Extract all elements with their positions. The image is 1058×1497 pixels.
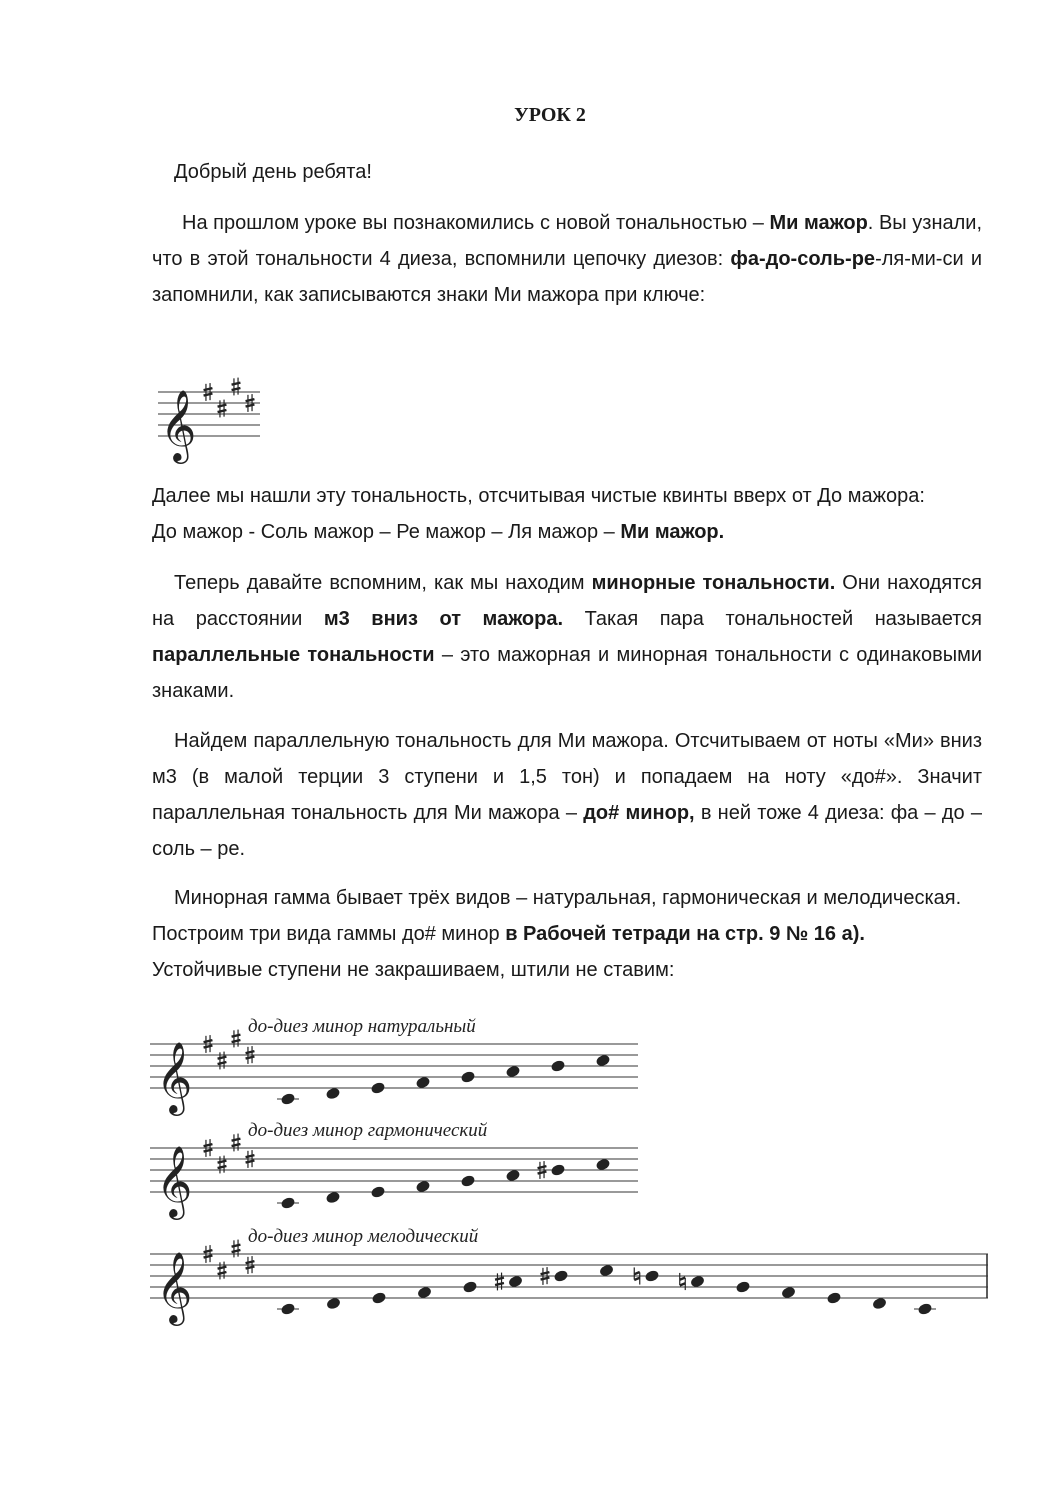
treble-clef-icon: 𝄞 — [156, 1144, 193, 1217]
key-sharp-icon — [232, 1030, 241, 1048]
paragraph-3: Теперь давайте вспомним, как мы находим минорные тональности. Они находятся на расстоянии м3 вниз от мажора. Такая пара тональностей называется параллельные тональности – это мажорная и минорная тональности с одинаковыми знаками. — [152, 572, 983, 702]
treble-clef-icon: 𝄞 — [156, 1250, 193, 1323]
scale-harmonic — [150, 1114, 650, 1224]
note-head — [644, 1269, 660, 1283]
key-sharp-icon — [232, 378, 241, 396]
note-head — [735, 1280, 751, 1294]
treble-clef-icon: 𝄞 — [156, 1040, 193, 1113]
note-head — [826, 1291, 842, 1305]
scale-natural — [150, 1010, 650, 1118]
note-head — [508, 1274, 524, 1288]
page-title: УРОК 2 — [514, 104, 586, 126]
note-head — [370, 1185, 386, 1199]
note-head — [917, 1302, 933, 1316]
note-head — [553, 1269, 569, 1283]
scale-caption: до-диез минор натуральный — [248, 1016, 476, 1037]
key-sharp-icon — [232, 1240, 241, 1258]
note-head — [505, 1168, 521, 1182]
paragraph-1: На прошлом уроке вы познакомились с новой тональностью – Ми мажор. Вы узнали, что в этой тональности 4 диеза, вспомнили цепочку диезов: фа-до-соль-ре-ля-ми-си и запомнили, как записываются знаки Ми мажора при ключе: — [152, 212, 983, 306]
paragraph-5: Минорная гамма бывает трёх видов – натуральная, гармоническая и мелодическая. Построим три вида гаммы до# минор в Рабочей тетради на стр. 9 № 16 а). Устойчивые ступени не закрашиваем, штили не ставим: — [152, 887, 962, 981]
note-head — [599, 1263, 615, 1277]
scale-caption: до-диез минор мелодический — [248, 1226, 479, 1247]
note-head — [460, 1174, 476, 1188]
key-sharp-icon — [218, 1156, 227, 1174]
key-sharp-icon — [218, 1262, 227, 1280]
scale-caption: до-диез минор гармонический — [248, 1120, 488, 1141]
note-head — [595, 1053, 611, 1067]
e-major-key-signature — [158, 370, 268, 460]
note-head — [325, 1086, 341, 1100]
note-head — [280, 1092, 296, 1106]
note-head — [371, 1291, 387, 1305]
note-head — [462, 1280, 478, 1294]
note-head — [550, 1059, 566, 1073]
note-head — [326, 1296, 342, 1310]
accidental-sharp-icon — [495, 1273, 504, 1291]
greeting-text: Добрый день ребята! — [174, 161, 372, 183]
treble-clef-icon: 𝄞 — [160, 388, 197, 461]
greeting — [152, 154, 982, 190]
note-head — [595, 1157, 611, 1171]
note-head — [550, 1163, 566, 1177]
key-sharp-icon — [218, 1052, 227, 1070]
note-head — [370, 1081, 386, 1095]
note-head — [415, 1179, 431, 1193]
note-head — [280, 1196, 296, 1210]
key-sharp-icon — [218, 400, 227, 418]
note-head — [505, 1064, 521, 1078]
note-head — [872, 1296, 888, 1310]
note-head — [690, 1274, 706, 1288]
note-head — [417, 1285, 433, 1299]
paragraph-4: Найдем параллельную тональность для Ми мажора. Отсчитываем от ноты «Ми» вниз м3 (в малой терции 3 ступени и 1,5 тон) и попадаем на ноту «до#». Значит параллельная тональность для Ми мажора – до# минор, в ней тоже 4 диеза: фа – до – соль – ре. — [152, 730, 982, 860]
scale-melodic — [150, 1220, 995, 1332]
note-head — [415, 1075, 431, 1089]
key-sharp-icon — [232, 1134, 241, 1152]
note-head — [280, 1302, 296, 1316]
note-head — [325, 1190, 341, 1204]
paragraph-2: Далее мы нашли эту тональность, отсчитывая чистые квинты вверх от До мажора: До мажор - Соль мажор – Ре мажор – Ля мажор – Ми мажор. — [152, 485, 925, 543]
note-head — [460, 1070, 476, 1084]
note-head — [781, 1285, 797, 1299]
